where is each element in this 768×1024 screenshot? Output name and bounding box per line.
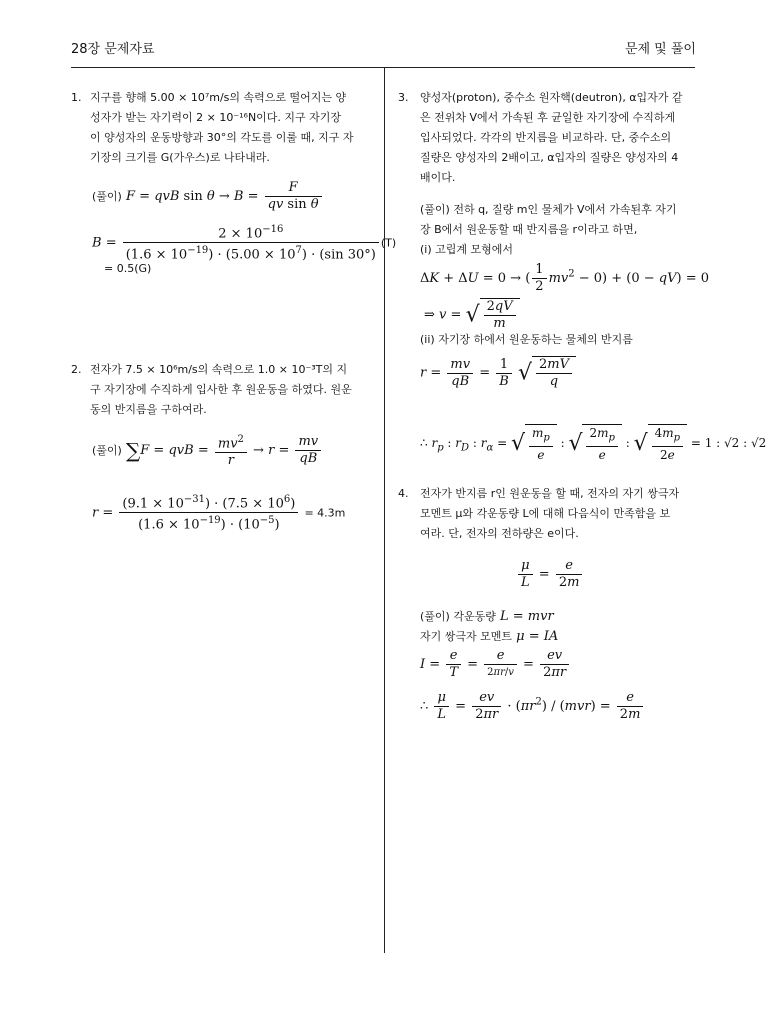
problem-number: 4. — [398, 487, 409, 500]
p3-ratio-equation: ∴ $r_p$ : $r_D$ : $r_\alpha$ = √ $\frac{m_p}{e}$ : √ $\frac{2m_p}{e}$ : √ $\frac{4m_p}{2e}$ = 1 : √2 : √2 — [420, 426, 767, 463]
p4-target-equation: $\frac{\mu}{L}$ = $\frac{e}{2m}$ — [516, 558, 584, 591]
solution-label: 자기 쌍극자 모멘트 — [420, 630, 513, 643]
p2-equation-1: (풀이) ∑F = qvB = $\frac{mv^2}{r}$ → r = $\frac{mv}{qB}$ — [92, 432, 323, 469]
text-line: 배이다. — [420, 171, 456, 184]
text-line: (풀이) 전하 q, 질량 m인 물체가 V에서 가속된후 자기 — [420, 203, 677, 216]
problem-1 — [71, 88, 371, 168]
text-line: 전자가 반지름 r인 원운동을 할 때, 전자의 자기 쌍극자 — [420, 487, 680, 500]
solution-label: (풀이) — [92, 190, 122, 203]
problem-4 — [398, 484, 698, 544]
p4-angular-momentum: (풀이) 각운동량 L = mvr — [420, 609, 554, 624]
text-line: 입사되었다. 각각의 반지름을 비교하라. 단, 중수소의 — [420, 131, 672, 144]
page-title: 28장 문제자료 — [71, 42, 155, 57]
text-line: 성자가 받는 자기력이 2 × 10⁻¹⁶N이다. 지구 자기장 — [90, 111, 342, 124]
unit-label: (T) — [380, 236, 397, 250]
result-value: = 0.5(G) — [104, 262, 152, 275]
problem-number: 1. — [71, 91, 82, 104]
p3-sub-ii: (ii) 자기장 하에서 원운동하는 물체의 반지름 — [420, 333, 633, 346]
problem-text — [420, 88, 698, 188]
p4-final-equation: ∴ $\frac{\mu}{L}$ = $\frac{ev}{2\pi r}$ · $(\pi r^2) / (mvr)$ = $\frac{e}{2m}$ — [420, 690, 645, 723]
text-line: 이 양성자의 운동방향과 30°의 각도를 이룰 때, 지구 자 — [90, 131, 354, 144]
p1-result — [104, 261, 151, 276]
text-line: 지구를 향해 5.00 × 10⁷m/s의 속력으로 떨어지는 양 — [90, 91, 347, 104]
p3-radius-equation: r = $\frac{mv}{qB}$ = $\frac{1}{B}$ √ $\frac{2mV}{q}$ — [420, 356, 576, 390]
p1-equation-1: (풀이) F = qvB sin θ → B = $\frac{F}{\text{qv sin θ}}$ — [92, 180, 324, 213]
p4-dipole-moment: 자기 쌍극자 모멘트 μ = IA — [420, 629, 559, 644]
problem-2 — [71, 360, 371, 420]
problem-number: 2. — [71, 363, 82, 376]
header-divider — [71, 67, 695, 68]
text-line: 구 자기장에 수직하게 입사한 후 원운동을 하였다. 원운 — [90, 383, 352, 396]
problem-text — [420, 484, 698, 544]
column-divider — [384, 67, 385, 953]
problem-3 — [398, 88, 698, 188]
p1-equation-2: B = $\frac{2 \times 10^{-16}}{(1.6 \times 10^{-19}) \cdot (5.00 \times 10^7) \cdot (\sin 30^\circ)}$ (T) — [92, 224, 397, 263]
p2-equation-2: r = $\frac{(9.1 \times 10^{-31}) \cdot (7.5 \times 10^6)}{(1.6 \times 10^{-19}) \cdot (10^{-5})}$ = 4.3m — [92, 494, 346, 533]
text-line: 여라. 단, 전자의 전하량은 e이다. — [420, 527, 579, 540]
text-line: (i) 고립계 모형에서 — [420, 243, 514, 256]
text-line: 양성자(proton), 중수소 원자핵(deutron), α입자가 같 — [420, 91, 683, 104]
p3-solution-intro — [420, 200, 677, 260]
page-subtitle: 문제 및 풀이 — [624, 42, 696, 57]
problem-number: 3. — [398, 91, 409, 104]
problem-text — [90, 88, 371, 168]
text-line: 전자가 7.5 × 10⁶m/s의 속력으로 1.0 × 10⁻³T의 지 — [90, 363, 348, 376]
p3-energy-equation: ΔK + ΔU = 0 → ( $\frac{1}{2}$ $mv^2 - 0) + (0 - qV) = 0$ — [420, 262, 710, 294]
result-value: = 4.3m — [304, 506, 346, 520]
text-line: 장 B에서 원운동할 때 반지름을 r이라고 하면, — [420, 223, 638, 236]
text-line: 은 전위차 V에서 가속된 후 균일한 자기장에 수직하게 — [420, 111, 676, 124]
p3-velocity-equation: ⇒ v = √ $\frac{2qV}{m}$ — [424, 298, 520, 332]
text-line: 동의 반지름을 구하여라. — [90, 403, 207, 416]
problem-text — [90, 360, 371, 420]
text-line: 기장의 크기를 G(가우스)로 나타내라. — [90, 151, 270, 164]
text-line: 모멘트 μ와 각운동량 L에 대해 다음식이 만족함을 보 — [420, 507, 671, 520]
text-line: 질량은 양성자의 2배이고, α입자의 질량은 양성자의 4 — [420, 151, 679, 164]
p4-current-equation: I = $\frac{e}{T}$ = $\frac{e}{2\pi r/v}$ = $\frac{ev}{2\pi r}$ — [420, 648, 571, 681]
solution-label: (풀이) — [92, 444, 122, 458]
solution-label: (풀이) 각운동량 — [420, 610, 496, 623]
